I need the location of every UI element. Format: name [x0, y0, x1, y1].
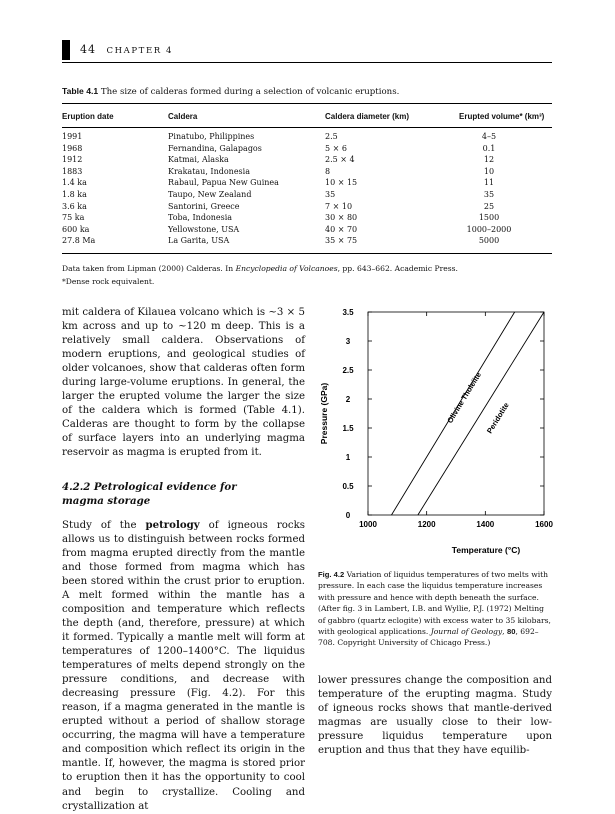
y-tick-label: 2	[345, 395, 351, 404]
paragraph: Study of the petrology of igneous rocks allows us to distinguish between rocks formed from magma erupted directly from the mantle and those formed from magma which has been stored within the crust prior to eruption. A melt formed within the mantle has a composition and temperature which reflects the depth (and, therefore, pressure) at which it formed. Typically a mantle melt will form at temperatures of 1200–1400°C. The liquidus temperatures of melts depend strongly on the pressure conditions, and decrease with decreasing pressure (Fig. 4.2). For this reason, if a magma generated in the mantle is erupted without a period of shallow storage occurring, the magma will have a temperature and composition which reflect its origin in the mantle. If, however, the magma is stored prior to eruption then it has the opportunity to cool and begin to crystallize. Cooling and crystallization at	[62, 518, 305, 812]
table-cell: 27.8 Ma	[62, 236, 96, 246]
table-header-caldera: Caldera	[168, 112, 198, 121]
table-cell: Rabaul, Papua New Guinea	[168, 178, 279, 188]
table-cell: Yellowstone, USA	[168, 224, 240, 234]
series-label: Olivine Tholeiite	[445, 370, 484, 425]
table-note-source: Data taken from Lipman (2000) Calderas. In Encyclopedia of Volcanoes, pp. 643–662. Academic Press.	[62, 264, 458, 273]
table-cell: 5 × 6	[325, 143, 347, 153]
table-cell: Pinatubo, Philippines	[168, 132, 255, 141]
table-body	[62, 132, 552, 248]
keyword-petrology: petrology	[145, 518, 200, 531]
table-cell: 1.4 ka	[62, 178, 87, 188]
table-cell: 3.6 ka	[62, 201, 87, 211]
table-cell: 40 × 70	[325, 224, 358, 234]
figure-label: Fig. 4.2	[318, 570, 345, 579]
table-bottom-rule	[62, 253, 552, 254]
table-label: Table 4.1	[62, 86, 99, 96]
table-cell: 10 × 15	[325, 178, 358, 188]
table-cell: 8	[325, 166, 331, 176]
table-cell: 35	[325, 189, 336, 199]
table-row	[62, 167, 552, 179]
table-cell: 12	[483, 155, 495, 165]
table-caption	[62, 86, 399, 97]
y-axis-label: Pressure (GPa)	[319, 382, 329, 445]
table-cell: 5000	[478, 236, 500, 246]
x-tick-label: 1600	[535, 520, 553, 529]
table-caption-text: The size of calderas formed during a selection of volcanic eruptions.	[100, 87, 400, 97]
table-cell: 4–5	[481, 132, 497, 141]
table-cell: Toba, Indonesia	[168, 213, 233, 223]
x-tick-label: 1000	[359, 520, 377, 529]
table-cell: 75 ka	[62, 213, 85, 223]
table-row	[62, 132, 552, 144]
table-cell: 35	[483, 189, 495, 199]
series-line-2	[418, 312, 544, 515]
y-tick-label: 0	[345, 511, 351, 520]
table-cell: 25	[483, 201, 495, 211]
table-row	[62, 190, 552, 202]
table-cell: 35 × 75	[325, 236, 358, 246]
header-rule	[62, 62, 552, 63]
table-cell: Taupo, New Zealand	[168, 189, 252, 199]
table-cell: 1968	[62, 143, 83, 153]
table-cell: 0.1	[482, 143, 496, 153]
header-marker	[62, 40, 70, 60]
y-tick-label: 2.5	[342, 366, 354, 375]
table-cell: 1912	[62, 155, 83, 165]
table-row	[62, 213, 552, 225]
table-cell: 2.5 × 4	[325, 155, 355, 165]
table-cell: 1500	[478, 213, 500, 223]
table-cell: Krakatau, Indonesia	[168, 166, 250, 176]
table-cell: Fernandina, Galapagos	[168, 143, 262, 153]
y-tick-label: 1.5	[342, 424, 354, 433]
table-cell: Santorini, Greece	[168, 201, 240, 211]
table-cell: 2.5	[325, 132, 338, 141]
table-cell: Katmai, Alaska	[168, 155, 229, 165]
table-cell: 10	[483, 166, 495, 176]
y-tick-label: 1	[345, 453, 351, 462]
table-header-rule	[62, 127, 552, 128]
table-row	[62, 202, 552, 214]
y-tick-label: 3	[345, 337, 351, 346]
table-row	[62, 225, 552, 237]
table-top-rule	[62, 103, 552, 104]
x-axis-label: Temperature (°C)	[451, 545, 521, 555]
table-cell: 1000–2000	[466, 224, 512, 234]
table-cell: 1883	[62, 166, 83, 176]
x-tick-label: 1400	[476, 520, 495, 529]
table-header-volume: Erupted volume* (km³)	[459, 112, 545, 121]
y-tick-label: 3.5	[342, 308, 354, 317]
paragraph: mit caldera of Kilauea volcano which is ~3 × 5 km across and up to ~120 m deep. This is a relatively small caldera. Observations of modern eruptions, and geological studies of older volcanoes, show that calderas often form during large-volume eruptions. In general, the larger the erupted volume the larger the size of the caldera which is formed (Table 4.1). Calderas are thought to form by the collapse of surface layers into an underlying magma reservoir as magma is erupted from it.	[62, 307, 305, 459]
table-row	[62, 178, 552, 190]
table-cell: La Garita, USA	[168, 236, 230, 246]
table-cell: 7 × 10	[325, 201, 353, 211]
table-cell: 1991	[62, 132, 83, 141]
x-tick-label: 1200	[417, 520, 436, 529]
figure-caption: Fig. 4.2 Variation of liquidus temperatures of two melts with pressure. In each case the liquidus temperature increases with pressure and hence with depth beneath the surface. (After fig. 3 in Lambert, I.B. and Wyllie, P.J. (1972) Melting of gabbro (quartz eclogite) with excess water to 35 kilobars, with geological applications. Journal of Geology, 80, 692–708. Copyright University of Chicago Press.)	[318, 570, 551, 648]
chapter-label: CHAPTER 4	[106, 46, 174, 56]
table-row	[62, 155, 552, 167]
section-heading: 4.2.2 Petrological evidence for magma storage	[62, 480, 237, 507]
liquidus-chart	[318, 300, 558, 562]
table-cell: 1.8 ka	[62, 189, 87, 199]
page-number: 44	[80, 43, 96, 56]
body-column-left	[62, 306, 305, 814]
table-header-date: Eruption date	[62, 112, 114, 121]
body-column-right	[318, 664, 552, 769]
table-row	[62, 236, 552, 248]
table-note-dre: *Dense rock equivalent.	[62, 277, 155, 286]
series-label: Peridotite	[484, 400, 511, 436]
table-cell: 600 ka	[62, 224, 90, 234]
table-cell: 11	[483, 178, 495, 188]
running-header	[80, 43, 173, 56]
y-tick-label: 0.5	[342, 482, 354, 491]
paragraph: lower pressures change the composition and temperature of the erupting magma. Study of igneous rocks shows that mantle-derived magmas are usually close to their low-pressure liquidus temperature upon eruption and thus that they have equilib-	[318, 675, 552, 757]
table-row	[62, 144, 552, 156]
table-header-diameter: Caldera diameter (km)	[325, 112, 410, 121]
table-cell: 30 × 80	[325, 213, 358, 223]
